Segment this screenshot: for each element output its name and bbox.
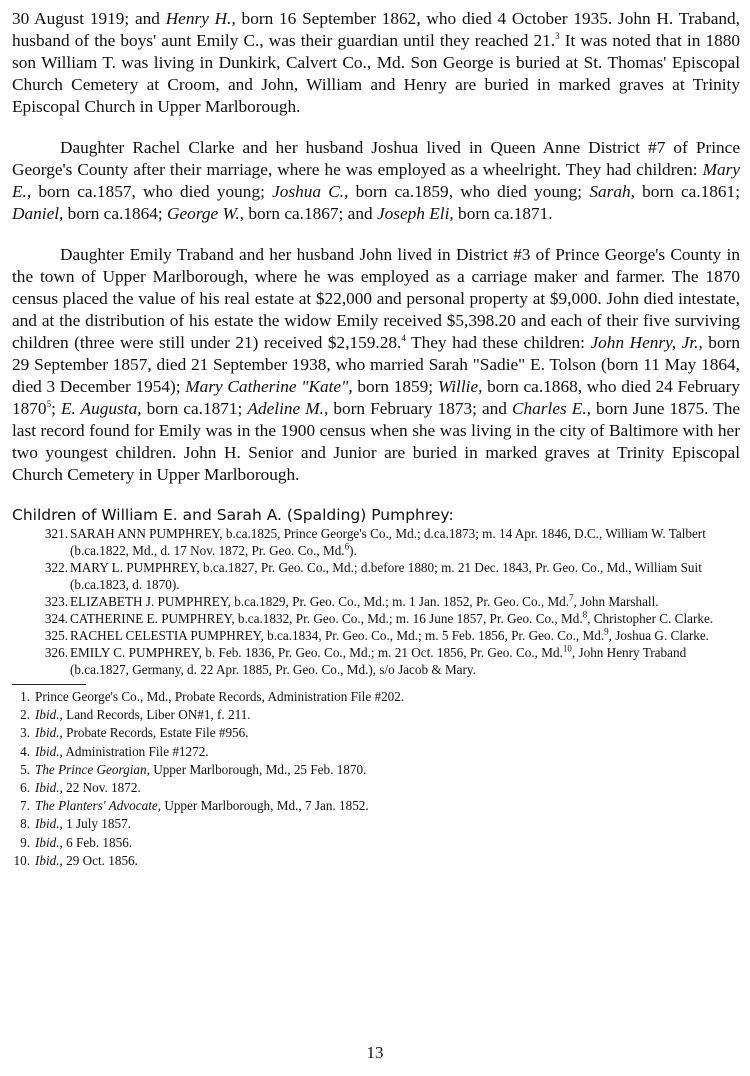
footnote-text: Ibid., 22 Nov. 1872. [35, 780, 141, 796]
footnote-number: 8. [20, 816, 30, 832]
footnote [12, 852, 740, 870]
page-number: 13 [366, 1043, 384, 1062]
footnote-text: Prince George's Co., Md., Probate Records, Administration File #202. [35, 689, 405, 704]
document-page [12, 8, 740, 870]
child-entry-number: 324. [44, 611, 68, 626]
child-entry-text: RACHEL CELESTIA PUMPHREY, b.ca.1834, Pr. Geo. Co., Md.; m. 5 Feb. 1856, Pr. Geo. Co., Md.$^9$, Joshua G. Clarke. [70, 626, 709, 643]
footnote-number: 10. [13, 852, 30, 868]
footnote-divider [12, 684, 86, 685]
footnote [12, 706, 740, 724]
footnote [12, 815, 740, 833]
child-entry-text: MARY L. PUMPHREY, b.ca.1827, Pr. Geo. Co., Md.; d.before 1880; m. 21 Dec. 1843, Pr. Geo. Co., Md., William Suit (b.ca.1823, d. 1870). [70, 560, 702, 592]
footnote-text: The Prince Georgian, Upper Marlborough, Md., 25 Feb. 1870. [35, 761, 367, 777]
child-entry [12, 525, 740, 559]
footnote-text: Ibid., 6 Feb. 1856. [35, 834, 133, 850]
paragraph-emily-traband: Daughter Emily Traband and her husband John lived in District #3 of Prince George's County in the town of Upper Marlborough, where he was employed as a carriage maker and farmer. The 1870 census placed the value of his real estate at $22,000 and personal property at $9,000. John died intestate, and at the distribution of his estate the widow Emily received $5,398.20 and each of their five surviving children (three were still under 21) received $2,159.28.$^4$ They had these children: John Henry, Jr., born 29 September 1857, died 21 September 1938, who married Sarah "Sadie" E. Tolson (born 11 May 1864, died 3 December 1954); Mary Catherine "Kate", born 1859; Willie, born ca.1868, who died 24 February 1870$^5$; E. Augusta, born ca.1871; Adeline M., born February 1873; and Charles E., born June 1875. The last record found for Emily was in the 1900 census when she was living in the city of Baltimore with her two youngest children. John H. Senior and Junior are buried in marked graves at Trinity Episcopal Church Cemetery in Upper Marlborough. [12, 245, 741, 484]
child-entry-text: ELIZABETH J. PUMPHREY, b.ca.1829, Pr. Geo. Co., Md.; m. 1 Jan. 1852, Pr. Geo. Co., Md.$^7$, John Marshall. [70, 592, 659, 609]
child-entry-text: SARAH ANN PUMPHREY, b.ca.1825, Prince George's Co., Md.; d.ca.1873; m. 14 Apr. 1846, D.C., William W. Talbert (b.ca.1822, Md., d. 17 Nov. 1872, Pr. Geo. Co., Md.$^6$). [70, 526, 706, 558]
footnote [12, 779, 740, 797]
footnote-number: 6. [20, 780, 30, 796]
child-entry [12, 627, 740, 644]
child-entry-number: 322. [44, 560, 68, 575]
footnote [12, 743, 740, 761]
child-entry-number: 323. [44, 594, 68, 609]
footnote-number: 2. [20, 707, 30, 723]
child-entry-text: EMILY C. PUMPHREY, b. Feb. 1836, Pr. Geo. Co., Md.; m. 21 Oct. 1856, Pr. Geo. Co., Md.$^{10}$, John Henry Traband (b.ca.1827, Germany, d. 22 Apr. 1885, Pr. Geo. Co., Md.), s/o Jacob & Mary. [70, 643, 687, 677]
footnote-list [12, 688, 740, 870]
footnote-number: 9. [20, 834, 30, 850]
footnote-text: Ibid., Administration File #1272. [35, 743, 209, 759]
footnote [12, 724, 740, 742]
footnote-number: 4. [20, 743, 30, 759]
child-entry-number: 326. [44, 645, 68, 660]
child-entry-number: 321. [44, 526, 68, 541]
children-list [12, 525, 740, 678]
footnote-number: 3. [20, 725, 30, 741]
footnote-text: Ibid., 29 Oct. 1856. [35, 852, 138, 868]
footnote-text: The Planters' Advocate, Upper Marlborough, Md., 7 Jan. 1852. [35, 798, 369, 814]
child-entry [12, 610, 740, 627]
footnote [12, 834, 740, 852]
paragraph-rachel-clarke: Daughter Rachel Clarke and her husband Joshua lived in Queen Anne District #7 of Prince George's County after their marriage, where he was employed as a wheelright. They had children: Mary E., born ca.1857, who died young; Joshua C., born ca.1859, who died young; Sarah, born ca.1861; Daniel, born ca.1864; George W., born ca.1867; and Joseph Eli, born ca.1871. [12, 138, 741, 223]
footnote [12, 761, 740, 779]
child-entry-text: CATHERINE E. PUMPHREY, b.ca.1832, Pr. Geo. Co., Md.; m. 16 June 1857, Pr. Geo. Co., Md.$^8$, Christopher C. Clarke. [70, 609, 714, 626]
footnote-text: Ibid., Probate Records, Estate File #956. [35, 725, 249, 741]
footnote [12, 797, 740, 815]
footnote-number: 7. [20, 798, 30, 814]
child-entry [12, 644, 740, 678]
child-entry [12, 559, 740, 593]
paragraph-henry-traband: 30 August 1919; and Henry H., born 16 September 1862, who died 4 October 1935. John H. Traband, husband of the boys' aunt Emily C., was their guardian until they reached 21.$^3$ It was noted that in 1880 son William T. was living in Dunkirk, Calvert Co., Md. Son George is buried at St. Thomas' Episcopal Church Cemetery at Croom, and John, William and Henry are buried in marked graves at Trinity Episcopal Church in Upper Marlborough. [12, 9, 741, 116]
footnote-number: 5. [20, 761, 30, 777]
footnote-text: Ibid., Land Records, Liber ON#1, f. 211. [35, 707, 251, 723]
footnote-number: 1. [20, 689, 30, 704]
child-entry-number: 325. [44, 628, 68, 643]
children-list-title: Children of William E. and Sarah A. (Spalding) Pumphrey: [12, 506, 454, 524]
child-entry [12, 593, 740, 610]
footnote [12, 688, 740, 706]
footnote-text: Ibid., 1 July 1857. [35, 816, 131, 832]
